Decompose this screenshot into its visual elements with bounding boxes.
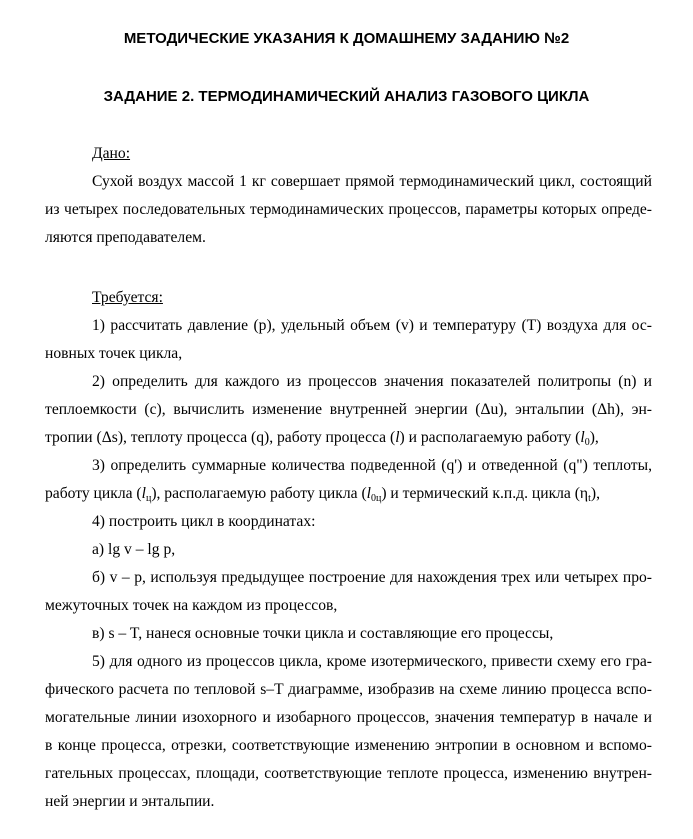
text-segment: 2) определить для каждого из процессов значения показателей политропы (n) и	[92, 373, 652, 390]
text-segment: могательные линии изохорного и изобарного процессов, значения температур в начале и	[45, 709, 652, 726]
paragraph	[45, 312, 652, 368]
section-heading	[45, 140, 652, 168]
text-segment: в) s – T, нанеся основные точки цикла и составляющие его процессы,	[92, 625, 554, 642]
text-line	[45, 424, 652, 452]
text-line	[45, 368, 652, 396]
text-line	[45, 592, 652, 620]
text-segment: теплоемкости (с), вычислить изменение внутренней энергии (Δu), энтальпии (Δh), эн-	[45, 401, 652, 418]
text-segment: новных точек цикла,	[45, 345, 183, 362]
text-segment: ),	[590, 485, 600, 502]
text-line	[45, 564, 652, 592]
text-line	[45, 704, 652, 732]
text-line	[45, 196, 652, 224]
text-segment: 4) построить цикл в координатах:	[92, 513, 316, 530]
section-heading-text: Требуется:	[92, 289, 163, 306]
text-line	[45, 508, 652, 536]
symbol: l	[141, 485, 146, 502]
text-segment: ) и термический к.п.д. цикла (η	[381, 485, 589, 502]
text-line	[45, 480, 652, 508]
text-segment: в конце процесса, отрезки, соответствующие изменению энтропии в основном и вспомо-	[45, 737, 652, 754]
text-line	[45, 168, 652, 196]
subscript: ц	[145, 493, 152, 504]
text-line	[45, 760, 652, 788]
document-title: МЕТОДИЧЕСКИЕ УКАЗАНИЯ К ДОМАШНЕМУ ЗАДАНИЮ №2	[123, 30, 570, 47]
text-line	[45, 620, 652, 648]
text-segment: б) v – p, используя предыдущее построение для нахождения трех или четырех про-	[92, 569, 652, 586]
section-heading-text: Дано:	[92, 145, 131, 162]
text-line	[45, 340, 652, 368]
document-body	[45, 140, 652, 816]
text-line	[45, 648, 652, 676]
text-line	[45, 452, 652, 480]
text-segment: работу цикла (	[45, 485, 142, 502]
symbol: l	[366, 485, 371, 502]
paragraph	[45, 168, 652, 252]
text-segment: из четырех последовательных термодинамических процессов, параметры которых опреде-	[45, 201, 652, 218]
text-segment: 3) определить суммарные количества подведенной (q') и отведенной (q") теплоты,	[92, 457, 652, 474]
text-segment: 5) для одного из процессов цикла, кроме изотермического, привести схему его гра-	[92, 653, 652, 670]
text-segment: ) и располагаемую работу (	[399, 429, 581, 446]
paragraph	[45, 368, 652, 452]
assignment-title: ЗАДАНИЕ 2. ТЕРМОДИНАМИЧЕСКИЙ АНАЛИЗ ГАЗОВОГО ЦИКЛА	[103, 88, 590, 105]
text-line	[45, 788, 652, 816]
text-segment: фического расчета по тепловой s–T диаграмме, изобразив на схеме линию процесса вспо-	[45, 681, 652, 698]
text-segment: а) lg v – lg p,	[92, 541, 176, 558]
text-line	[45, 224, 652, 252]
subscript: 0ц	[370, 493, 382, 504]
text-segment: тропии (Δs), теплоту процесса (q), работу процесса (	[45, 429, 396, 446]
paragraph	[45, 536, 652, 564]
section-heading	[45, 284, 652, 312]
section-gap	[45, 252, 652, 284]
paragraph	[45, 620, 652, 648]
text-line	[45, 536, 652, 564]
text-segment: 1) рассчитать давление (р), удельный объем (v) и температуру (Т) воздуха для ос-	[92, 317, 652, 334]
paragraph	[45, 508, 652, 536]
text-segment: гательных процессах, площади, соответствующие теплоте процесса, изменению внутрен-	[45, 765, 652, 782]
paragraph	[45, 648, 652, 816]
text-segment: ней энергии и энтальпии.	[45, 793, 215, 810]
text-line	[45, 732, 652, 760]
symbol: l	[395, 429, 400, 446]
paragraph	[45, 564, 652, 620]
paragraph	[45, 452, 652, 508]
text-segment: ляются преподавателем.	[45, 229, 206, 246]
symbol: l	[580, 429, 585, 446]
text-segment: Сухой воздух массой 1 кг совершает прямой термодинамический цикл, состоящий	[92, 173, 652, 190]
text-segment: ),	[589, 429, 599, 446]
text-line	[45, 676, 652, 704]
subscript: t	[588, 493, 591, 504]
text-segment: ), располагаемую работу цикла (	[151, 485, 367, 502]
text-line	[45, 312, 652, 340]
text-segment: межуточных точек на каждом из процессов,	[45, 597, 338, 614]
text-line	[45, 396, 652, 424]
subscript: 0	[584, 437, 590, 448]
